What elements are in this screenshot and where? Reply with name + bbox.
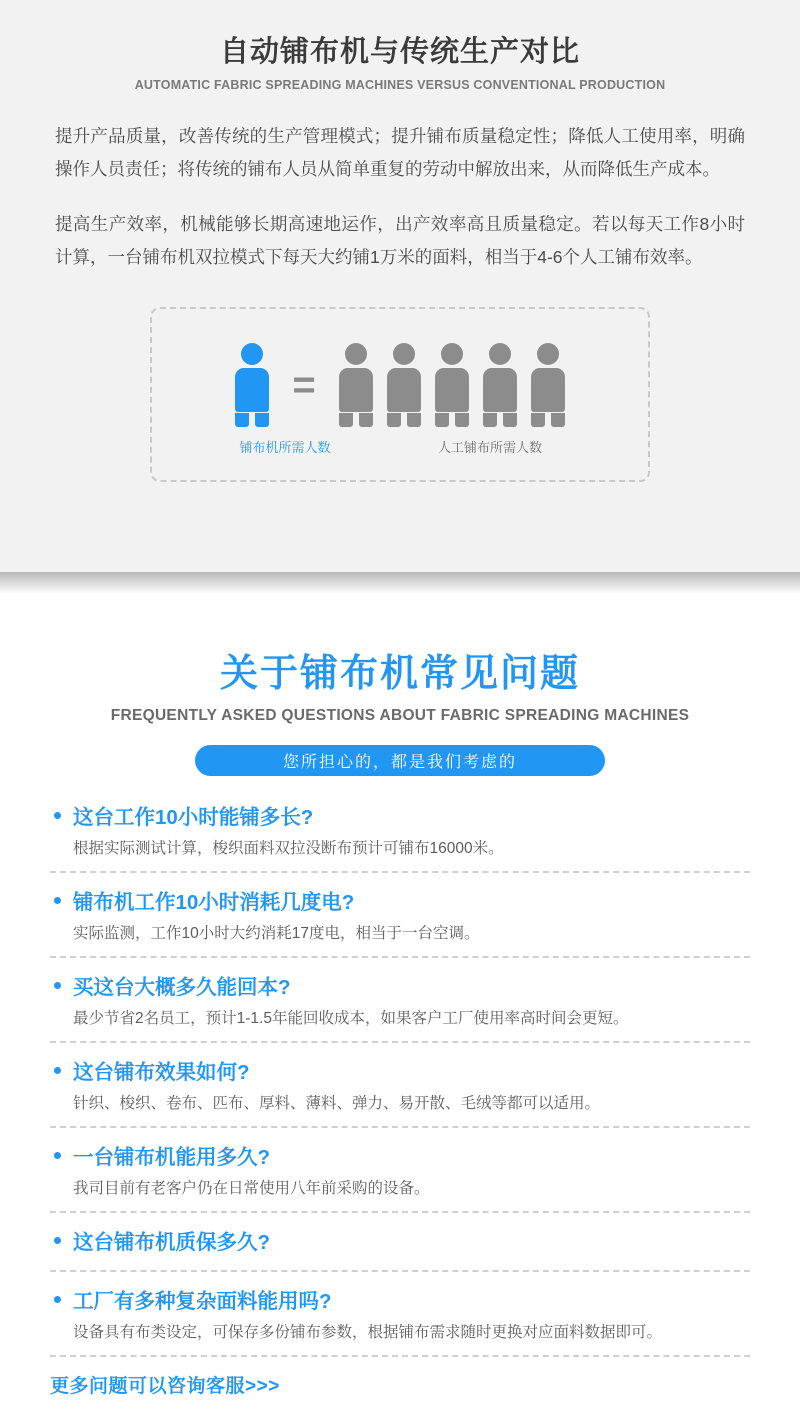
person-legs-icon	[235, 413, 269, 427]
faq-question-text: 一台铺布机能用多久?	[73, 1146, 271, 1169]
bullet-icon	[54, 982, 61, 989]
bullet-icon	[54, 897, 61, 904]
faq-subtitle-english: FREQUENTLY ASKED QUESTIONS ABOUT FABRIC SPREADING MACHINES	[110, 707, 690, 724]
equals-sign: =	[292, 363, 316, 407]
faq-question-text: 这台工作10小时能铺多长?	[73, 806, 314, 829]
faq-question	[50, 802, 750, 834]
manual-person-icon	[482, 343, 518, 427]
section-divider	[0, 572, 800, 594]
bullet-icon	[54, 1237, 61, 1244]
faq-item[interactable]	[50, 1057, 750, 1128]
person-head-icon	[537, 343, 559, 365]
comparison-captions	[152, 437, 648, 456]
faq-question	[50, 1142, 750, 1174]
faq-list	[50, 802, 750, 1357]
faq-item[interactable]	[50, 802, 750, 873]
manual-person-icon	[338, 343, 374, 427]
faq-question	[50, 887, 750, 919]
faq-question	[50, 1057, 750, 1089]
faq-question	[50, 1286, 750, 1318]
faq-item[interactable]	[50, 887, 750, 958]
caption-machine: 铺布机所需人数	[239, 440, 331, 455]
person-legs-icon	[387, 413, 421, 427]
faq-answer: 根据实际测试计算，梭织面料双拉没断布预计可铺布16000米。	[73, 840, 504, 857]
person-body-icon	[339, 368, 373, 412]
page-title: 自动铺布机与传统生产对比	[219, 36, 580, 68]
person-legs-icon	[339, 413, 373, 427]
bullet-icon	[54, 812, 61, 819]
person-legs-icon	[483, 413, 517, 427]
faq-banner: 您所担心的，都是我们考虑的	[195, 745, 605, 776]
person-body-icon	[387, 368, 421, 412]
manual-person-icon	[386, 343, 422, 427]
caption-manual: 人工铺布所需人数	[437, 440, 542, 455]
faq-item[interactable]	[50, 1227, 750, 1272]
person-body-icon	[435, 368, 469, 412]
faq-question-text: 这台铺布机质保多久?	[73, 1231, 271, 1254]
person-body-icon	[235, 368, 269, 412]
comparison-diagram	[150, 307, 650, 482]
bullet-icon	[54, 1296, 61, 1303]
manual-person-icon	[530, 343, 566, 427]
person-legs-icon	[531, 413, 565, 427]
faq-item[interactable]	[50, 1286, 750, 1357]
faq-question-text: 工厂有多种复杂面料能用吗?	[73, 1290, 332, 1313]
faq-answer: 针织、梭织、卷布、匹布、厚料、薄料、弹力、易开散、毛绒等都可以适用。	[73, 1095, 601, 1112]
faq-question-text: 这台铺布效果如何?	[73, 1061, 250, 1084]
person-legs-icon	[435, 413, 469, 427]
faq-answer: 实际监测，工作10小时大约消耗17度电，相当于一台空调。	[73, 925, 480, 942]
comparison-figures	[152, 309, 648, 427]
bullet-icon	[54, 1067, 61, 1074]
person-head-icon	[241, 343, 263, 365]
page-subtitle-english: AUTOMATIC FABRIC SPREADING MACHINES VERSUS CONVENTIONAL PRODUCTION	[134, 78, 666, 92]
intro-paragraph-2: 提高生产效率，机械能够长期高速地运作，出产效率高且质量稳定。若以每天工作8小时计算，一台铺布机双拉模式下每天大约铺1万米的面料，相当于4-6个人工铺布效率。	[55, 214, 745, 267]
person-body-icon	[483, 368, 517, 412]
faq-section	[0, 594, 800, 1428]
faq-question	[50, 1227, 750, 1259]
person-head-icon	[489, 343, 511, 365]
manual-person-group	[332, 343, 572, 427]
faq-answer: 我司目前有老客户仍在日常使用八年前采购的设备。	[73, 1180, 430, 1197]
comparison-section	[0, 0, 800, 572]
person-head-icon	[345, 343, 367, 365]
bullet-icon	[54, 1152, 61, 1159]
faq-item[interactable]	[50, 1142, 750, 1213]
machine-person-icon	[234, 343, 270, 427]
faq-question-text: 铺布机工作10小时消耗几度电?	[73, 891, 355, 914]
faq-answer: 最少节省2名员工，预计1-1.5年能回收成本，如果客户工厂使用率高时间会更短。	[73, 1010, 629, 1027]
faq-question	[50, 972, 750, 1004]
faq-item[interactable]	[50, 972, 750, 1043]
faq-title: 关于铺布机常见问题	[219, 653, 580, 695]
faq-answer: 设备具有布类设定，可保存多份铺布参数，根据铺布需求随时更换对应面料数据即可。	[73, 1324, 663, 1341]
contact-support-link[interactable]: 更多问题可以咨询客服>>>	[50, 1376, 280, 1397]
person-head-icon	[441, 343, 463, 365]
person-head-icon	[393, 343, 415, 365]
person-body-icon	[531, 368, 565, 412]
faq-question-text: 买这台大概多久能回本?	[73, 976, 291, 999]
intro-paragraph-1: 提升产品质量，改善传统的生产管理模式；提升铺布质量稳定性；降低人工使用率，明确操作人员责任；将传统的铺布人员从简单重复的劳动中解放出来，从而降低生产成本。	[55, 126, 745, 179]
manual-person-icon	[434, 343, 470, 427]
